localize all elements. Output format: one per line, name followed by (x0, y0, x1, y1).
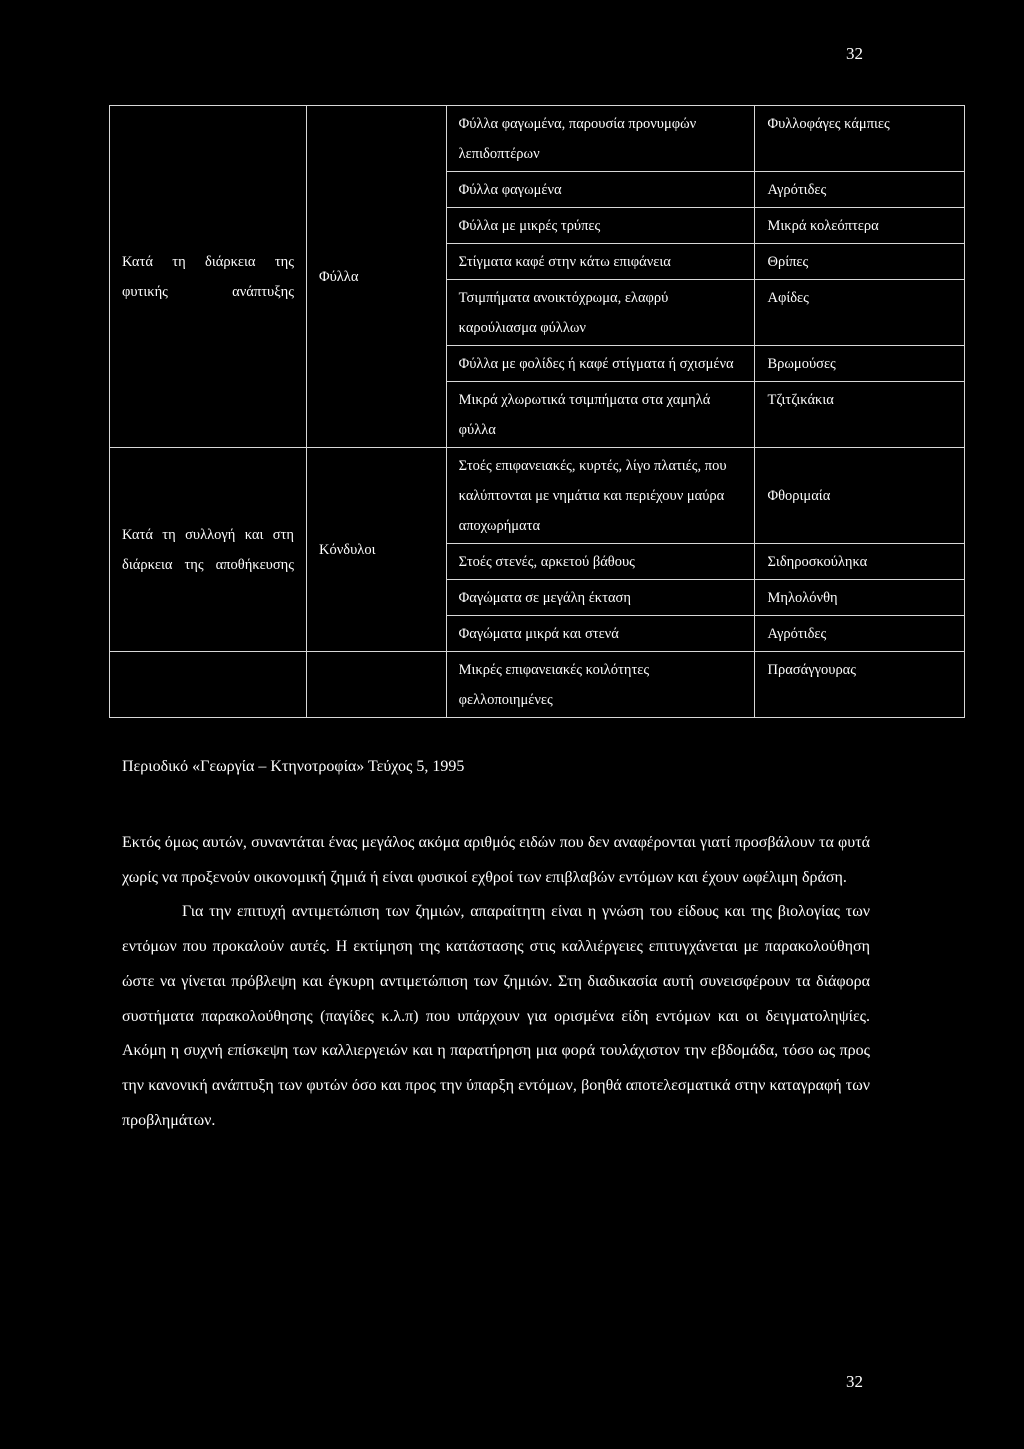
pest-cell (755, 544, 965, 580)
page-number-top: 32 (846, 44, 863, 63)
pest-text: Μηλολόνθη (767, 590, 838, 606)
symptom-text: Στοές στενές, αρκετού βάθους (458, 554, 635, 570)
symptom-text: Μικρές επιφανειακές κοιλότητες φελλοποιημένες (458, 662, 650, 708)
table-source-caption: Περιοδικό «Γεωργία – Κτηνοτροφία» Τεύχος 5, 1995 (122, 758, 465, 775)
stage-label: Κατά τη διάρκεια της φυτικής ανάπτυξης (122, 254, 294, 300)
organ-cell (307, 106, 447, 448)
symptom-cell (446, 544, 755, 580)
table-row (110, 652, 965, 718)
symptom-cell (446, 172, 755, 208)
pest-text: Σιδηροσκούληκα (767, 554, 868, 570)
pest-cell (755, 616, 965, 652)
paragraph: Για την επιτυχή αντιμετώπιση των ζημιών, απαραίτητη είναι η γνώση του είδους και της βιολογίας των εντόμων που προκαλούν αυτές. Η εκτίμηση της κατάστασης στις καλλιέργειες επιτυγχάνεται με παρακολούθηση ώστε να γίνεται πρόβλεψη και έγκυρη αντιμετώπιση των ζημιών. Στη διαδικασία αυτή συνεισφέρουν τα διάφορα συστήματα παρακολούθησης (παγίδες κ.λ.π) που υπάρχουν για ορισμένα είδη εντόμων και οι δειγματοληψίες. Ακόμη η συχνή επίσκεψη των καλλιεργειών και η παρατήρηση μια φορά τουλάχιστον την εβδομάδα, τόσο ως προς την κανονική ανάπτυξη των φυτών όσο και προς την ύπαρξη εντόμων, βοηθά αποτελεσματικά στην καταγραφή των προβλημάτων. (122, 903, 870, 1129)
symptom-cell (446, 346, 755, 382)
organ-cell (307, 652, 447, 718)
pest-text: Μικρά κολεόπτερα (767, 218, 879, 234)
symptom-text: Φαγώματα μικρά και στενά (458, 626, 619, 642)
pest-text: Πρασάγγουρας (767, 662, 857, 678)
symptom-cell (446, 652, 755, 718)
stage-label: Κατά τη συλλογή και στη διάρκεια της αποθήκευσης (122, 527, 294, 573)
pest-cell (755, 106, 965, 172)
paragraph: Εκτός όμως αυτών, συναντάται ένας μεγάλος ακόμα αριθμός ειδών που δεν αναφέρονται γιατί προσβάλουν τα φυτά χωρίς να προξενούν οικονομική ζημιά ή είναι φυσικοί εχθροί των επιβλαβών εντόμων και έχουν ωφέλιμη δράση. (122, 834, 870, 886)
organ-label: Κόνδυλοι (319, 542, 376, 558)
page-number-bottom: 32 (846, 1372, 863, 1391)
symptom-text: Στοές επιφανειακές, κυρτές, λίγο πλατιές, που καλύπτονται με νημάτια και περιέχουν μαύρα αποχωρήματα (458, 458, 727, 534)
symptom-text: Στίγματα καφέ στην κάτω επιφάνεια (458, 254, 671, 270)
symptom-text: Φύλλα φαγωμένα, παρουσία προνυμφών λεπιδοπτέρων (458, 116, 697, 162)
pest-cell (755, 448, 965, 544)
symptom-cell (446, 106, 755, 172)
pest-text: Τζιτζικάκια (767, 392, 834, 408)
symptom-cell (446, 208, 755, 244)
symptom-cell (446, 616, 755, 652)
table-row (110, 448, 965, 544)
pest-text: Βρωμούσες (767, 356, 836, 372)
symptom-text: Μικρά χλωρωτικά τσιμπήματα στα χαμηλά φύλλα (458, 392, 711, 438)
symptom-cell (446, 580, 755, 616)
organ-label: Φύλλα (319, 269, 359, 285)
pest-cell (755, 346, 965, 382)
stage-cell (110, 106, 307, 448)
body-text (122, 826, 870, 1138)
pest-cell (755, 652, 965, 718)
pest-text: Αγρότιδες (767, 182, 827, 198)
pest-cell (755, 172, 965, 208)
stage-cell (110, 448, 307, 652)
pest-cell (755, 244, 965, 280)
pest-text: Αγρότιδες (767, 626, 827, 642)
pest-text: Αφίδες (767, 290, 809, 306)
pest-damage-table (109, 105, 965, 718)
symptom-text: Φύλλα με φολίδες ή καφέ στίγματα ή σχισμένα (458, 356, 734, 372)
symptom-cell (446, 244, 755, 280)
symptom-text: Τσιμπήματα ανοικτόχρωμα, ελαφρύ καρούλιασμα φύλλων (458, 290, 669, 336)
stage-cell (110, 652, 307, 718)
pest-cell (755, 280, 965, 346)
pest-cell (755, 580, 965, 616)
symptom-text: Φαγώματα σε μεγάλη έκταση (458, 590, 631, 606)
symptom-cell (446, 382, 755, 448)
symptom-cell (446, 280, 755, 346)
pest-text: Φυλλοφάγες κάμπιες (767, 116, 890, 132)
symptom-cell (446, 448, 755, 544)
pest-cell (755, 382, 965, 448)
pest-cell (755, 208, 965, 244)
organ-cell (307, 448, 447, 652)
symptom-text: Φύλλα φαγωμένα (458, 182, 562, 198)
pest-text: Φθοριμαία (767, 488, 831, 504)
symptom-text: Φύλλα με μικρές τρύπες (458, 218, 601, 234)
table-row (110, 106, 965, 172)
pest-text: Θρίπες (767, 254, 809, 270)
